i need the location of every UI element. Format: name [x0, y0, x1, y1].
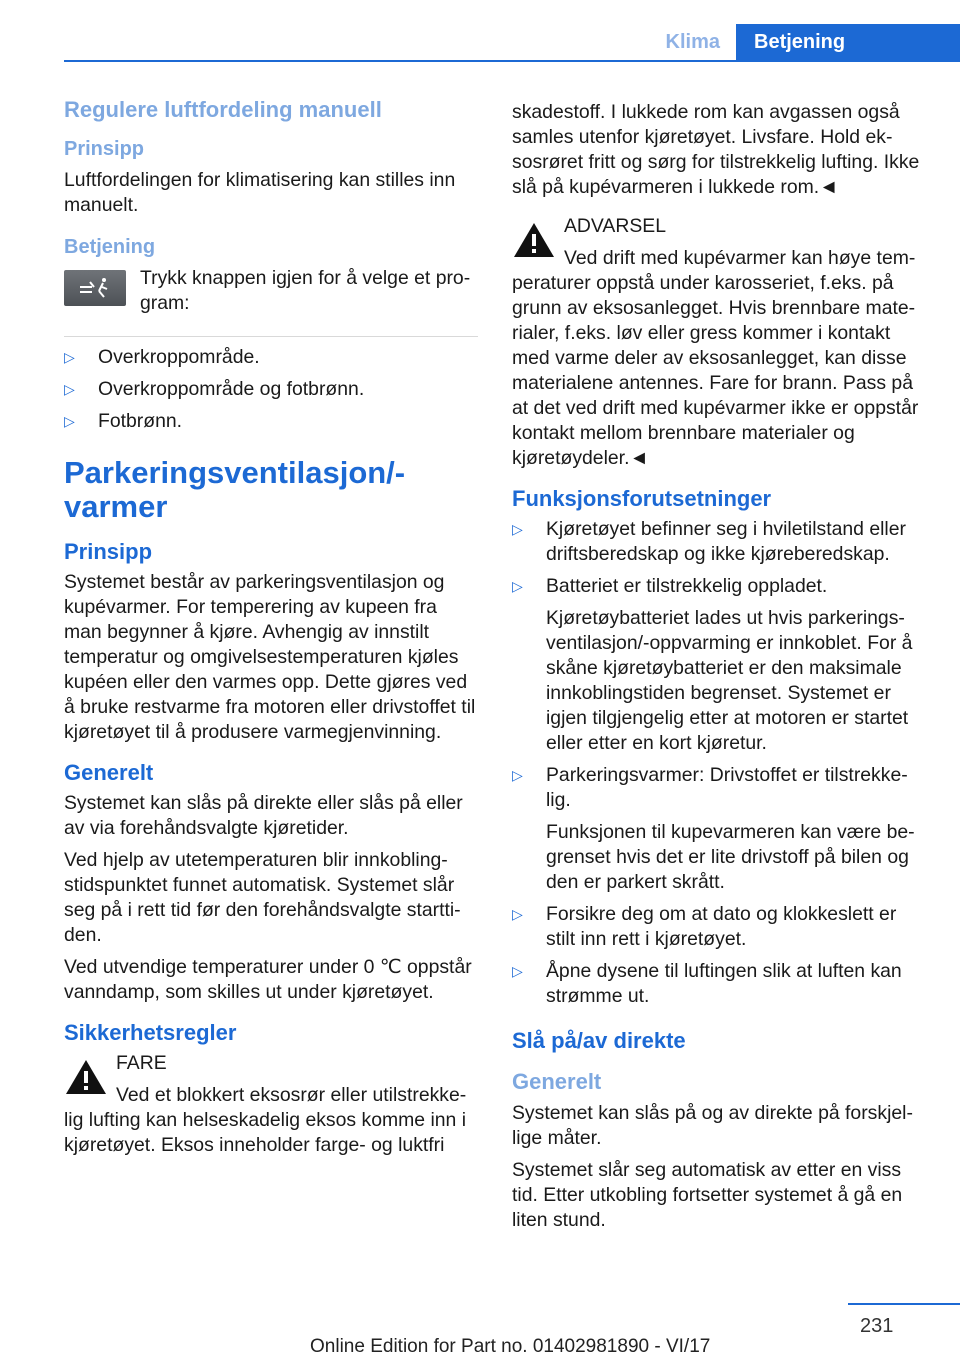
danger-text: Ved et blokkert eksosrør eller utilstrekkelig lufting kan helseskadelig eksos komme inn i kjøretøyet. Eksos inneholder farge- og luktfri — [64, 1084, 467, 1156]
paragraph-generelt-3: Ved utvendige temperaturer under 0 ℃ oppstår vanndamp, som skilles ut under kjøretøyet. — [64, 956, 472, 1003]
list-item: ▷ Batteriet er tilstrekkelig oppladet. Kjøretøybatteriet lades ut hvis parkeringsventilasjon/-oppvarming er innkoblet. For å skåne kjøretøybatteriet er den maksimale innkoblingstiden begrenset. Systemet er igjen tilgjengelig etter at motoren er startet eller etter en kort kjøretur. — [512, 574, 926, 756]
heading-sikkerhet: Sikkerhetsregler — [64, 1020, 237, 1045]
warning-triangle-icon — [64, 1057, 108, 1097]
paragraph-prinsipp: Luftfordelingen for klimatisering kan stilles inn manuelt. — [64, 169, 456, 216]
warning-notice — [512, 214, 926, 471]
warning-label: ADVARSEL — [564, 215, 667, 237]
list-item-detail: Kjøretøybatteriet lades ut hvis parkeringsventilasjon/-oppvarming er innkoblet. For å skåne kjøretøybatteriet er den maksimale innkoblingstiden begrenset. Systemet er igjen tilgjengelig etter at motoren er startet eller etter en kort kjøretur. — [546, 607, 913, 754]
list-item: ▷ Overkroppområde og fotbrønn. — [64, 378, 365, 400]
page-number: 231 — [860, 1315, 894, 1337]
paragraph-sla-1: Systemet kan slås på og av direkte på forskjellige måter. — [512, 1102, 913, 1149]
button-instruction-text: Trykk knappen igjen for å velge et program: — [140, 267, 471, 314]
triangle-bullet-icon: ▷ — [512, 906, 523, 922]
heading-parkering: Parkeringsventilasjon/-varmer — [64, 455, 406, 524]
triangle-bullet-icon: ▷ — [64, 381, 75, 397]
header-divider — [64, 60, 960, 62]
paragraph-sla-2: Systemet slår seg automatisk av etter en viss tid. Etter utkobling fortsetter systemet å gå en liten stund. — [512, 1159, 903, 1231]
triangle-bullet-icon: ▷ — [512, 521, 523, 537]
paragraph-generelt-1: Systemet kan slås på direkte eller slås på eller av via forehåndsvalgte kjøretider. — [64, 792, 463, 839]
danger-notice — [64, 1051, 478, 1158]
list-item: ▷ Overkroppområde. — [64, 346, 260, 368]
triangle-bullet-icon: ▷ — [512, 578, 523, 594]
triangle-bullet-icon: ▷ — [512, 767, 523, 783]
triangle-bullet-icon: ▷ — [512, 963, 523, 979]
tab-klima[interactable]: Klima — [665, 31, 720, 53]
list-item: ▷ Åpne dysene til luftingen slik at luften kan strømme ut. — [512, 960, 902, 1007]
list-item-detail: Funksjonen til kupevarmeren kan være begrenset hvis det er lite drivstoff på bilen og den er parkert skrått. — [546, 821, 915, 893]
heading-betjening: Betjening — [64, 236, 156, 258]
triangle-bullet-icon: ▷ — [64, 413, 75, 429]
air-distribution-button-icon — [64, 270, 126, 306]
list-item: ▷ Kjøretøyet befinner seg i hviletilstand eller driftsberedskap og ikke kjørеberedskap. — [512, 518, 906, 565]
heading-generelt-2: Generelt — [512, 1069, 602, 1094]
button-instruction — [64, 266, 478, 326]
divider — [64, 336, 478, 337]
heading-funksjon: Funksjonsforutsetninger — [512, 486, 772, 511]
tab-betjening[interactable]: Betjening — [736, 24, 960, 60]
heading-sla: Slå på/av direkte — [512, 1028, 686, 1053]
list-item: ▷ Parkeringsvarmer: Drivstoffet er tilstrekkelig. Funksjonen til kupevarmeren kan være begrenset hvis det er lite drivstoff på bilen og den er parkert skrått. — [512, 763, 926, 895]
warning-text: Ved drift med kupévarmer kan høye temperaturer oppstå under karosseriet, f.eks. på grunn av eksosanlegget. Hvis brennbare materialer, f.eks. løv eller gress kommer i kontakt med varme deler av eksosanlegget, kan disse materialene antennes. Fare for brann. Pass på at det ved drift med kupévarmer ikke er oppstår kontakt mellom brennbare materialer og kjøretøydeler.◄ — [512, 247, 919, 469]
heading-regulere: Regulere luftfordeling manuell — [64, 97, 382, 122]
page-header — [64, 0, 960, 60]
footer-divider — [848, 1303, 960, 1305]
edition-footer: Online Edition for Part no. 01402981890 - VI/17 — [310, 1336, 711, 1357]
danger-text-continued: skadestoff. I lukkede rom kan avgassen også samles utenfor kjøretøyet. Livsfare. Hold eksosrøret fritt og sørg for tilstrekkelig lufting. Ikke slå på kupévarmeren i lukkede rom.◄ — [512, 101, 920, 198]
triangle-bullet-icon: ▷ — [64, 349, 75, 365]
left-column — [64, 96, 478, 1165]
list-air-programs — [64, 345, 478, 434]
danger-label: FARE — [116, 1052, 167, 1074]
heading-generelt: Generelt — [64, 760, 154, 785]
heading-prinsipp: Prinsipp — [64, 138, 145, 160]
heading-prinsipp-2: Prinsipp — [64, 539, 153, 564]
right-column — [512, 100, 926, 1240]
warning-triangle-icon — [512, 220, 556, 260]
list-requirements — [512, 517, 926, 1009]
list-item: ▷ Fotbrønn. — [64, 410, 183, 432]
list-item: ▷ Forsikre deg om at dato og klokkeslett er stilt inn rett i kjøretøyet. — [512, 903, 897, 950]
paragraph-generelt-2: Ved hjelp av utetemperaturen blir innkoblingstidspunktet funnet automatisk. Systemet slår seg på i rett tid før den forehåndsvalgte starttiden. — [64, 849, 461, 946]
paragraph-prinsipp-2: Systemet består av parkeringsventilasjon og kupévarmer. For temperering av kupeen fra man begynner å kjøre. Avhengig av innstilt temperatur og omgivelsestemperaturen kjøles kupéen eller den varmes opp. Dette gjøres ved å bruke restvarme fra motoren eller drivstoffet til kjøretøyet til å produsere varmegjenvinning. — [64, 571, 476, 743]
